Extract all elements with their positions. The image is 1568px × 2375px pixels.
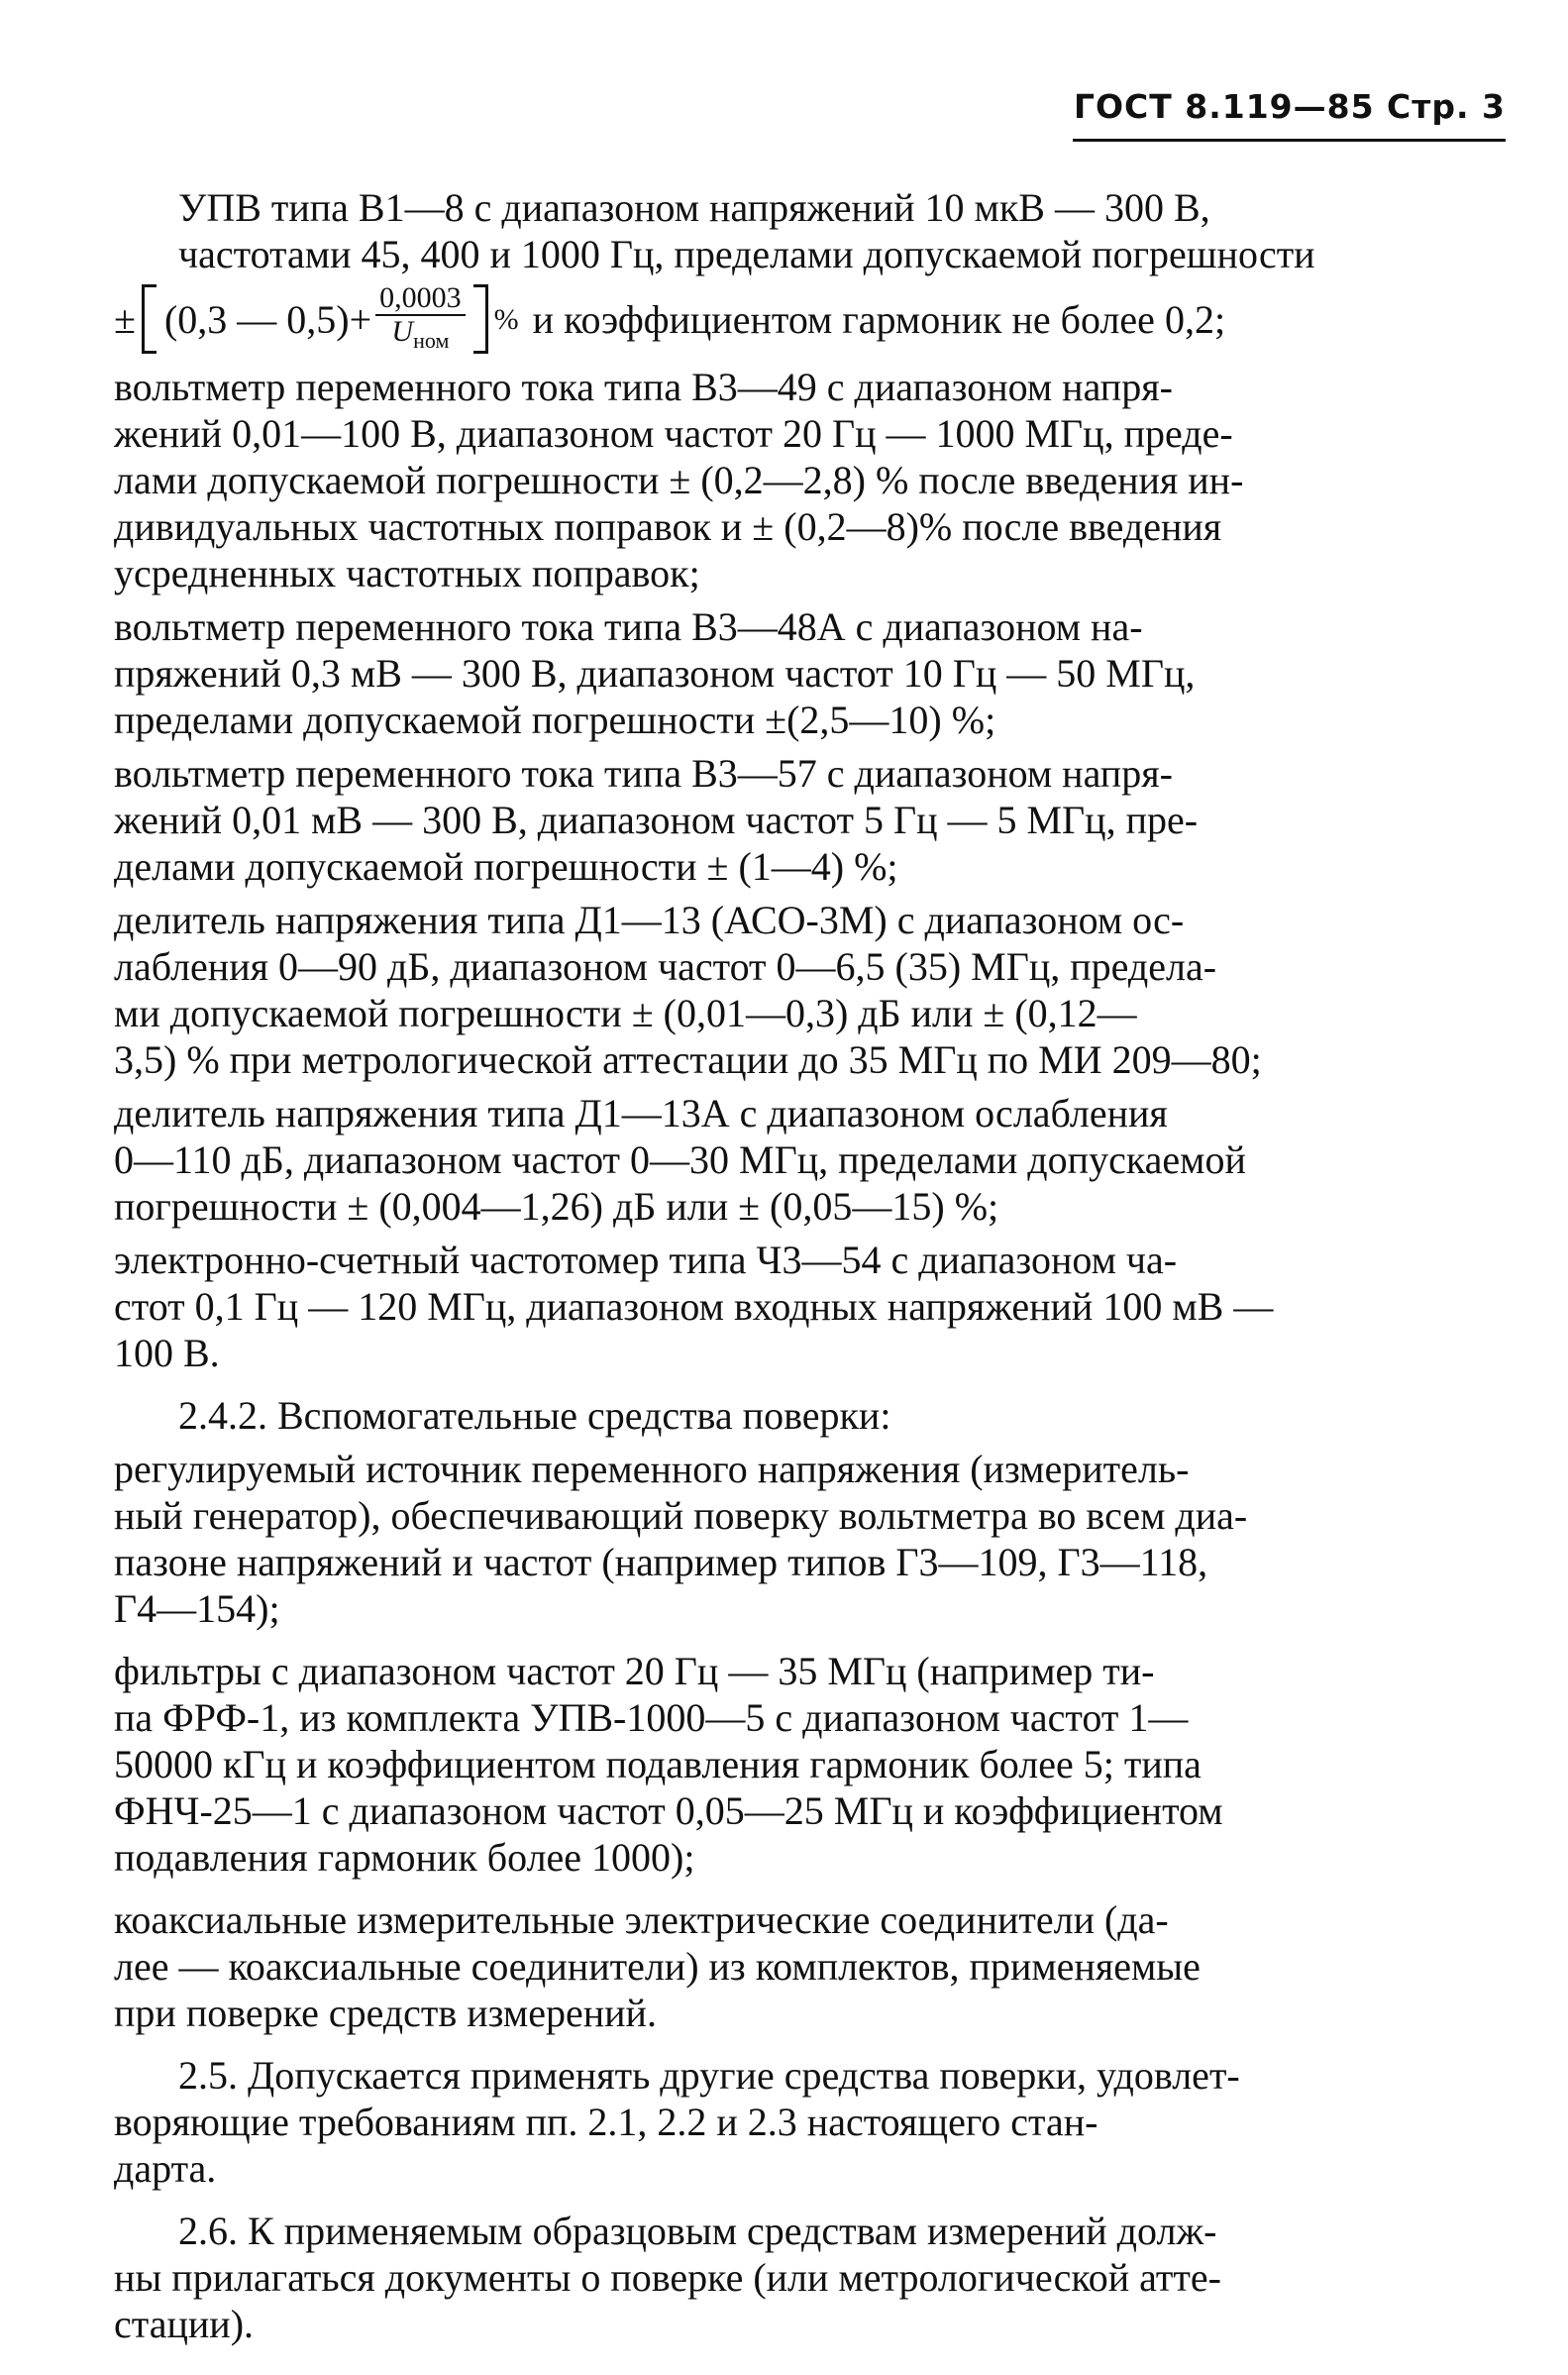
item-connectors [114,1896,1506,2036]
text-line: коаксиальные измерительные электрические соединители (да- [114,1897,1169,1942]
text-line: при поверке средств измерений. [114,1991,657,2035]
text-line: вольтметр переменного тока типа В3—48А с диапазоном на- [114,604,1143,649]
text-line: регулируемый источник переменного напряжения (измеритель- [114,1447,1190,1491]
text-line: 2.5. Допускается применять другие средства поверки, удовлет- [178,2053,1240,2098]
formula-body-text: (0,3 — 0,5)+ [163,296,372,342]
section-2-4-2-heading: 2.4.2. Вспомогательные средства поверки: [178,1393,891,1438]
formula-numerator: 0,0003 [375,282,466,316]
text-line: 3,5) % при метрологической аттестации до 35 МГц по МИ 209—80; [114,1037,1262,1082]
text-line: подавления гармоник более 1000); [114,1835,695,1880]
text-line: УПВ типа В1—8 с диапазоном напряжений 10 мкВ — 300 В, [178,185,1210,230]
text-line: электронно-счетный частотомер типа Ч3—54 с диапазоном ча- [114,1238,1178,1282]
formula-denominator [391,316,449,357]
section-2-5 [114,2052,1506,2192]
text-line: пряжений 0,3 мВ — 300 В, диапазоном частот 10 Гц — 50 МГц, [114,651,1196,696]
formula-left-bracket [142,284,157,354]
formula-plus-minus: ± [114,296,136,342]
text-line: делитель напряжения типа Д1—13А с диапазоном ослабления [114,1091,1168,1135]
item-ch3-54 [114,1237,1506,1376]
formula-tail-text: и коэффициентом гармоник не более 0,2; [532,296,1226,342]
text-line: воряющие требованиям пп. 2.1, 2.2 и 2.3 настоящего стан- [114,2100,1098,2144]
formula-denominator-subscript: ном [413,327,450,353]
item-filters [114,1648,1506,1881]
item-generator [114,1446,1506,1632]
item-v3-57 [114,750,1506,890]
item-v3-48a [114,603,1506,743]
section-2-6 [114,2208,1506,2347]
text-line: частотами 45, 400 и 1000 Гц, пределами допускаемой погрешности [178,232,1315,276]
text-line: пределами допускаемой погрешности ±(2,5—10) %; [114,698,996,742]
formula-fraction [375,282,466,357]
text-line: погрешности ± (0,004—1,26) дБ или ± (0,05—15) %; [114,1184,999,1229]
item-d1-13a [114,1090,1506,1230]
text-line: 2.6. К применяемым образцовым средствам измерений долж- [178,2209,1217,2253]
text-line: 50000 кГц и коэффициентом подавления гармоник более 5; типа [114,1742,1202,1786]
paragraph-upv [114,184,1506,277]
text-line: делитель напряжения типа Д1—13 (АСО-3М) с диапазоном ос- [114,898,1185,942]
text-line: фильтры с диапазоном частот 20 Гц — 35 МГц (например ти- [114,1649,1155,1693]
text-line: пазоне напряжений и частот (например типов Г3—109, Г3—118, [114,1540,1208,1584]
text-line: 0—110 дБ, диапазоном частот 0—30 МГц, пределами допускаемой [114,1137,1246,1182]
text-line: ны прилагаться документы о поверке (или метрологической атте- [114,2255,1221,2300]
header-rule [1073,139,1506,142]
error-formula [114,280,1506,354]
item-v3-49 [114,364,1506,596]
text-line: Г4—154); [114,1586,280,1631]
text-line: жений 0,01 мВ — 300 В, диапазоном частот 5 Гц — 5 МГц, пре- [114,798,1199,842]
text-line: лее — коаксиальные соединители) из комплектов, применяемые [114,1944,1201,1989]
text-line: ный генератор), обеспечивающий поверку вольтметра во всем диа- [114,1493,1248,1538]
text-line: лабления 0—90 дБ, диапазоном частот 0—6,5 (35) МГц, предела- [114,944,1217,989]
text-line: 100 В. [114,1331,220,1375]
text-line: дарта. [114,2146,217,2191]
text-line: ми допускаемой погрешности ± (0,01—0,3) дБ или ± (0,12— [114,991,1137,1035]
formula-percent: % [493,302,519,336]
text-line: делами допускаемой погрешности ± (1—4) %; [114,844,898,889]
formula-denominator-symbol: U [391,314,414,348]
text-line: жений 0,01—100 В, диапазоном частот 20 Гц — 1000 МГц, преде- [114,411,1233,456]
item-d1-13 [114,897,1506,1083]
text-line: лами допускаемой погрешности ± (0,2—2,8) % после введения ин- [114,458,1244,502]
formula-right-bracket [473,284,488,354]
text-line: стот 0,1 Гц — 120 МГц, диапазоном входных напряжений 100 мВ — [114,1284,1274,1329]
text-line: ФНЧ-25—1 с диапазоном частот 0,05—25 МГц и коэффициентом [114,1788,1223,1833]
page-header: ГОСТ 8.119—85 Стр. 3 [1073,87,1506,126]
text-line: усредненных частотных поправок; [114,551,700,595]
text-line: вольтметр переменного тока типа В3—57 с диапазоном напря- [114,751,1173,796]
text-line: па ФРФ-1, из комплекта УПВ-1000—5 с диапазоном частот 1— [114,1695,1189,1740]
text-line: стации). [114,2302,255,2346]
text-line: дивидуальных частотных поправок и ± (0,2—8)% после введения [114,504,1222,549]
text-line: вольтметр переменного тока типа В3—49 с диапазоном напря- [114,365,1173,409]
formula-expression [157,282,473,357]
document-body [114,184,1506,2354]
